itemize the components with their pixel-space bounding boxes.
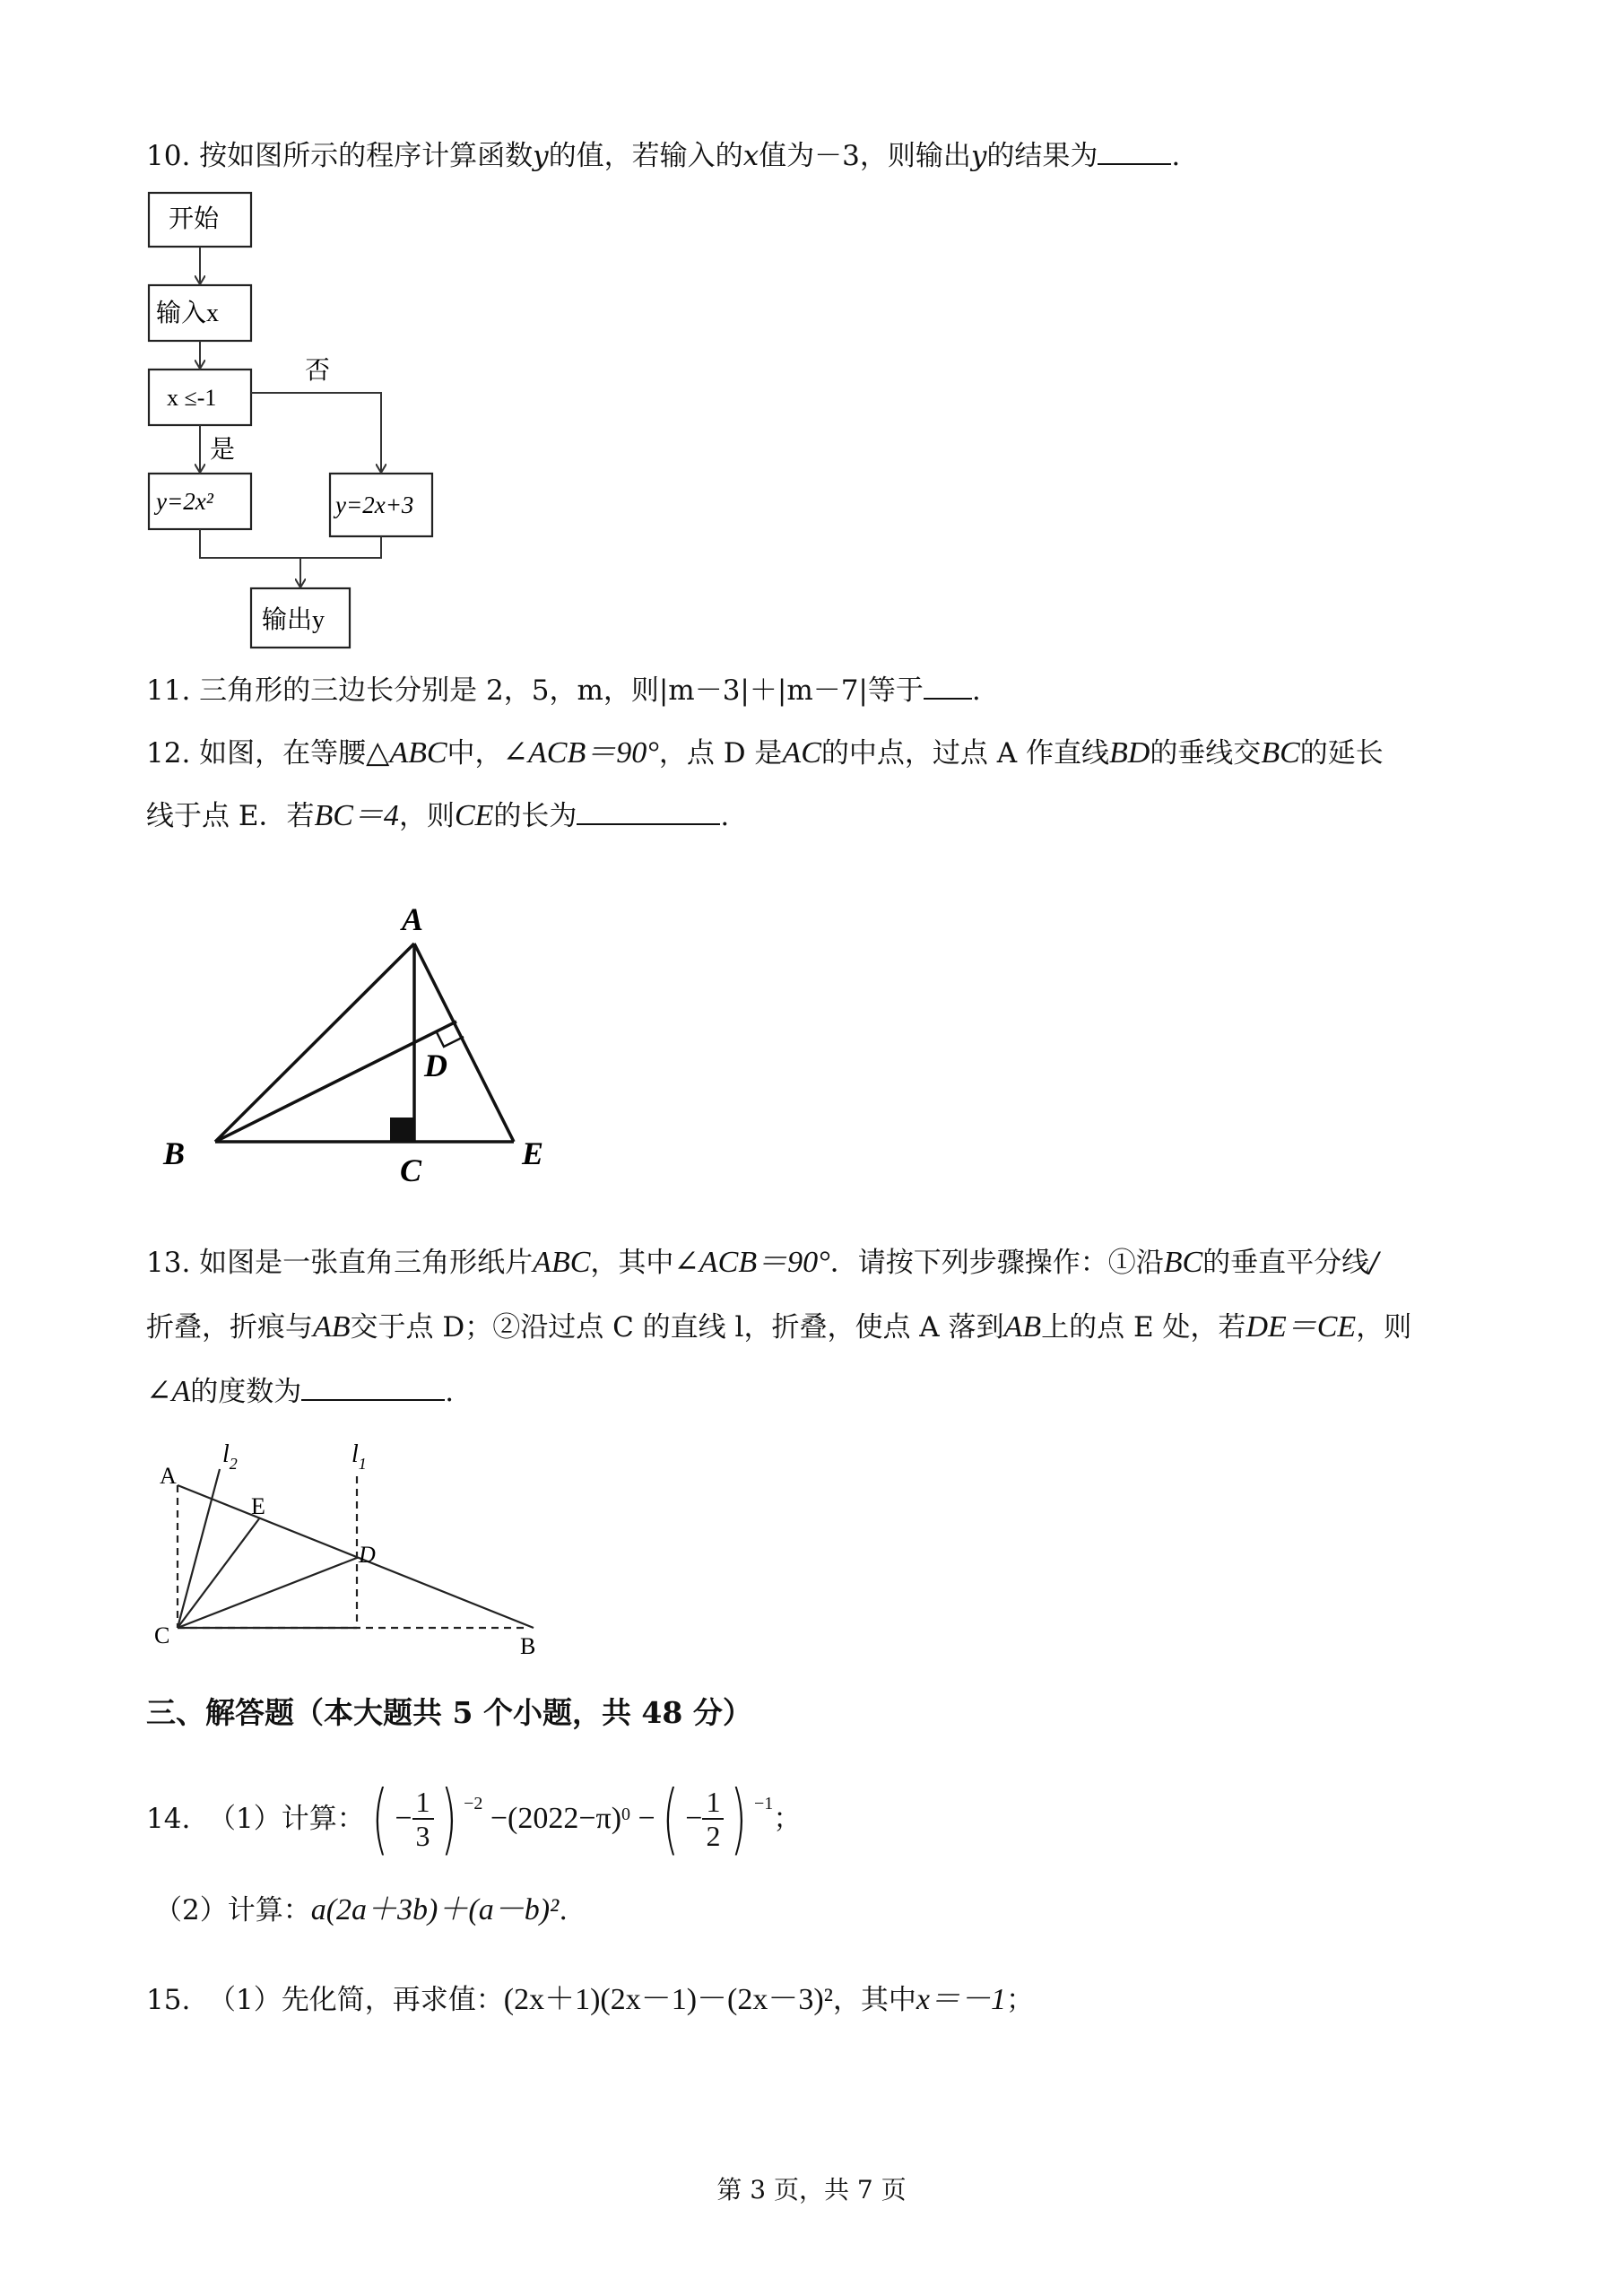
flow-no-formula: y=2x+3	[335, 491, 414, 518]
q13-line2: 折叠，折痕与AB交于点 D；②沿过点 C 的直线 l，折叠，使点 A 落到AB上的点 E 处，若DE＝CE，则	[146, 1310, 1412, 1344]
answer-blank	[301, 1376, 445, 1401]
flow-start-label: 开始	[169, 205, 220, 233]
flow-input-label: 输入x	[156, 300, 220, 327]
fig-label-A: A	[402, 901, 424, 937]
flowchart	[135, 179, 457, 664]
answer-blank	[1098, 140, 1171, 165]
flow-yes-label: 是	[210, 436, 236, 464]
flow-no-label: 否	[305, 357, 331, 385]
q11-text: 11. 三角形的三边长分别是 2，5，m，则|m－3|＋|m－7|等于 .	[146, 674, 981, 707]
q10-text: 10. 按如图所示的程序计算函数y的值，若输入的x值为－3，则输出y的结果为 .	[146, 140, 1181, 172]
q14-part2: （2）计算：a(2a＋3b)＋(a－b)².	[154, 1893, 568, 1926]
fig13-label-D: D	[359, 1542, 376, 1568]
flow-yes-formula: y=2x²	[156, 488, 213, 515]
answer-blank	[924, 674, 972, 700]
fig-label-E: E	[522, 1135, 544, 1171]
fig-label-B: B	[163, 1135, 186, 1171]
fig13-label-C: C	[154, 1622, 170, 1648]
q15-part1: 15. （1）先化简，再求值：(2x＋1)(2x－1)－(2x－3)²，其中x＝－1；	[146, 1983, 1034, 2016]
q13-line3: ∠A的度数为 .	[146, 1375, 455, 1408]
fig13-label-B: B	[520, 1633, 536, 1659]
right-angle-marker	[390, 1118, 414, 1142]
answer-blank	[577, 800, 720, 825]
q14-part1: 14. （1）计算： ( − $\frac{1}{3}$ ) $^{-2}$ −(2022−π) 0 − ( − $\frac{1}{2}$ ) $^{-1}$ ；	[146, 1774, 802, 1864]
page-footer: 第 3 页，共 7 页	[716, 2175, 907, 2205]
q12-figure	[152, 883, 565, 1193]
flow-condition-label: x ≤-1	[167, 385, 217, 411]
q14-expression: ( − $\frac{1}{3}$ ) $^{-2}$ −(2022−π) 0 − ( − $\frac{1}{2}$ ) $^{-1}$	[371, 1774, 774, 1864]
fig13-label-l1: $l_1$	[352, 1444, 367, 1473]
fig-label-C: C	[400, 1152, 422, 1188]
q12-line1: 12. 如图，在等腰△ABC中，∠ACB＝90°，点 D 是AC的中点，过点 A 作直线BD的垂线交BC的延长	[146, 736, 1384, 770]
fig-label-D: D	[424, 1048, 447, 1083]
fig13-label-E: E	[251, 1493, 265, 1519]
q13-figure	[152, 1444, 565, 1668]
q12-line2: 线于点 E．若BC＝4，则CE的长为 .	[146, 799, 730, 832]
section-heading: 三、解答题（本大题共 5 个小题，共 48 分）	[146, 1695, 752, 1730]
fig13-label-l2: $l_2$	[222, 1444, 238, 1473]
q13-line1: 13. 如图是一张直角三角形纸片ABC，其中∠ACB＝90°．请按下列步骤操作：①沿BC的垂直平分线/	[146, 1246, 1379, 1279]
fig13-label-A: A	[160, 1463, 177, 1489]
flow-output-label: 输出y	[262, 606, 325, 634]
